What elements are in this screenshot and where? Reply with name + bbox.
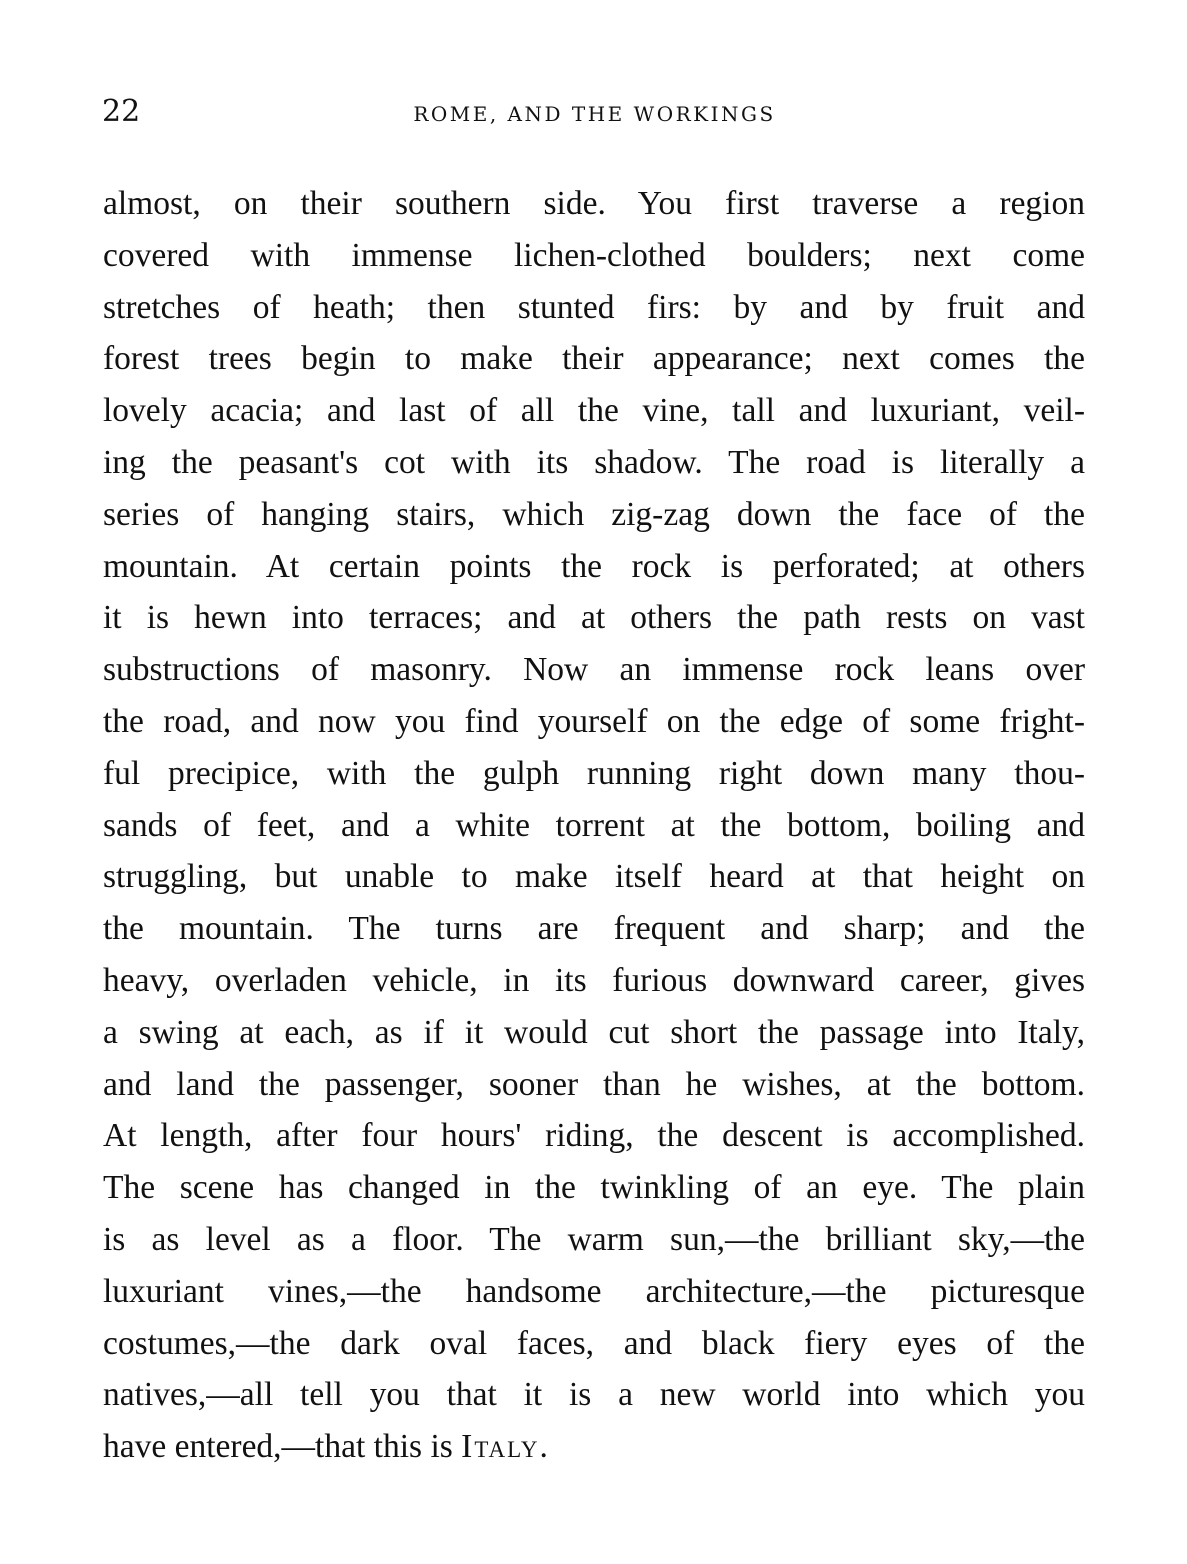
text-line: heavy, overladen vehicle, in its furious downward career, gives [103,961,1085,999]
text-line: sands of feet, and a white torrent at the bottom, boiling and [103,806,1085,844]
text-line: and land the passenger, sooner than he wishes, at the bottom. [103,1065,1085,1103]
text-line: struggling, but unable to make itself heard at that height on [103,858,1085,896]
text-line: natives,—all tell you that it is a new world into which you [103,1376,1085,1414]
text-line: covered with immense lichen-clothed boulders; next come [103,236,1085,274]
text-line: the mountain. The turns are frequent and sharp; and the [103,910,1085,948]
text-line: The scene has changed in the twinkling of an eye. The plain [103,1169,1085,1207]
text-line: At length, after four hours' riding, the descent is accomplished. [103,1117,1085,1155]
page-number: 22 [102,94,141,129]
text-line: it is hewn into terraces; and at others the path rests on vast [103,599,1085,637]
body-paragraph [103,178,1085,1473]
text-line: mountain. At certain points the rock is perforated; at others [103,547,1085,585]
text-line: substructions of masonry. Now an immense rock leans over [103,651,1085,689]
text-line: lovely acacia; and last of all the vine, tall and luxuriant, veil- [103,392,1085,430]
text-line: luxuriant vines,—the handsome architecture,—the picturesque [103,1272,1085,1310]
text-line: stretches of heath; then stunted firs: by and by fruit and [103,288,1085,326]
text-line: ing the peasant's cot with its shadow. The road is literally a [103,443,1085,481]
text-line: forest trees begin to make their appearance; next comes the [103,340,1085,378]
italy-emphasis: Italy. [461,1428,550,1466]
text-line-last [103,1421,1085,1473]
text-line: a swing at each, as if it would cut short the passage into Italy, [103,1013,1085,1051]
text-line: ful precipice, with the gulph running right down many thou- [103,754,1085,792]
last-line-text: have entered,—that this is [103,1428,462,1466]
text-line: series of hanging stairs, which zig-zag down the face of the [103,495,1085,533]
text-line: costumes,—the dark oval faces, and black fiery eyes of the [103,1324,1085,1362]
running-head [102,92,1087,132]
running-title: ROME, AND THE WORKINGS [413,102,776,126]
text-line: the road, and now you find yourself on the edge of some fright- [103,702,1085,740]
text-line: is as level as a floor. The warm sun,—the brilliant sky,—the [103,1220,1085,1258]
text-line: almost, on their southern side. You first traverse a region [103,185,1085,222]
